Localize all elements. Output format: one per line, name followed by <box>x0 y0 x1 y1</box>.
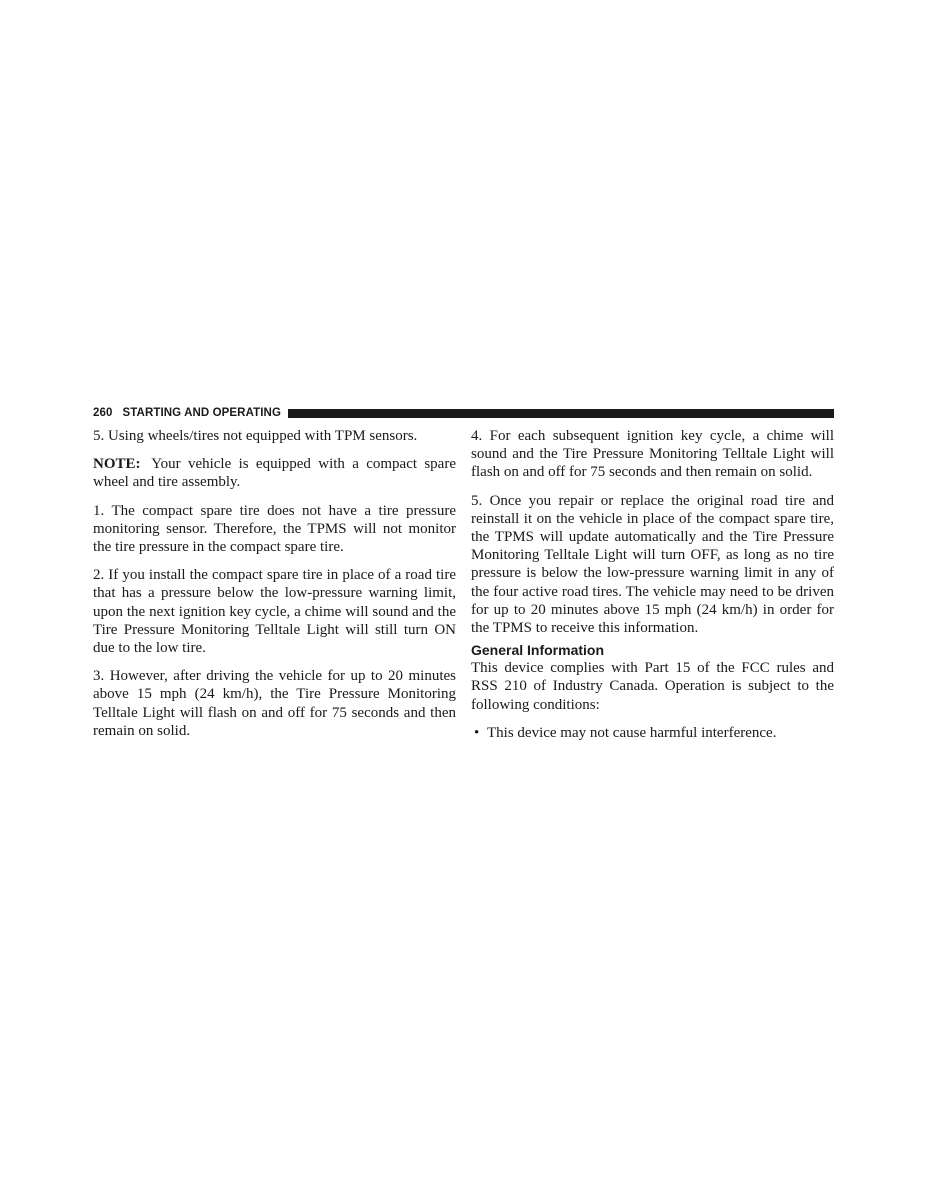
left-column <box>93 427 456 750</box>
page-header <box>93 406 834 420</box>
paragraph-ignition-cycle: 4. For each subsequent ignition key cycle, a chime will sound and the Tire Pressure Monitoring Telltale Light will flash on and off for 75 seconds and then remain on solid. <box>471 428 834 481</box>
note-paragraph <box>93 455 456 491</box>
section-title: STARTING AND OPERATING <box>122 407 282 419</box>
header-rule <box>288 409 834 418</box>
right-column <box>471 427 834 742</box>
paragraph-after-driving: 3. However, after driving the vehicle for up to 20 minutes above 15 mph (24 km/h), the Tire Pressure Monitoring Telltale Light will flash on and off for 75 seconds and then remain on solid. <box>93 668 456 739</box>
paragraph-tpm-sensors: 5. Using wheels/tires not equipped with TPM sensors. <box>93 428 418 444</box>
note-text: Your vehicle is equipped with a compact spare wheel and tire assembly. <box>93 456 456 491</box>
general-information-heading: General Information <box>471 642 605 659</box>
list-item <box>471 724 834 742</box>
page-number: 260 <box>93 407 113 419</box>
conditions-list <box>471 724 834 742</box>
paragraph-spare-no-sensor: 1. The compact spare tire does not have a tire pressure monitoring sensor. Therefore, the TPMS will not monitor the tire pressure in the compact spare tire. <box>93 502 456 556</box>
paragraph-fcc-compliance: This device complies with Part 15 of the FCC rules and RSS 210 of Industry Canada. Operation is subject to the following conditions: <box>471 660 834 713</box>
bullet-icon: • <box>474 724 480 741</box>
paragraph-repair-replace: 5. Once you repair or replace the original road tire and reinstall it on the vehicle in place of the compact spare tire, the TPMS will update automatically and the Tire Pressure Monitoring Telltale Light will turn OFF, as long as no tire pressure is below the low-pressure warning limit in any of the four active road tires. The vehicle may need to be driven for up to 20 minutes above 15 mph (24 km/h) in order for the TPMS to receive this information. <box>471 492 834 637</box>
list-item-text: This device may not cause harmful interference. <box>487 724 777 741</box>
note-label: NOTE: <box>93 456 141 473</box>
paragraph-spare-install: 2. If you install the compact spare tire in place of a road tire that has a pressure below the low-pressure warning limit, upon the next ignition key cycle, a chime will sound and the Tire Pressure Monitoring Telltale Light will still turn ON due to the low tire. <box>93 567 456 657</box>
